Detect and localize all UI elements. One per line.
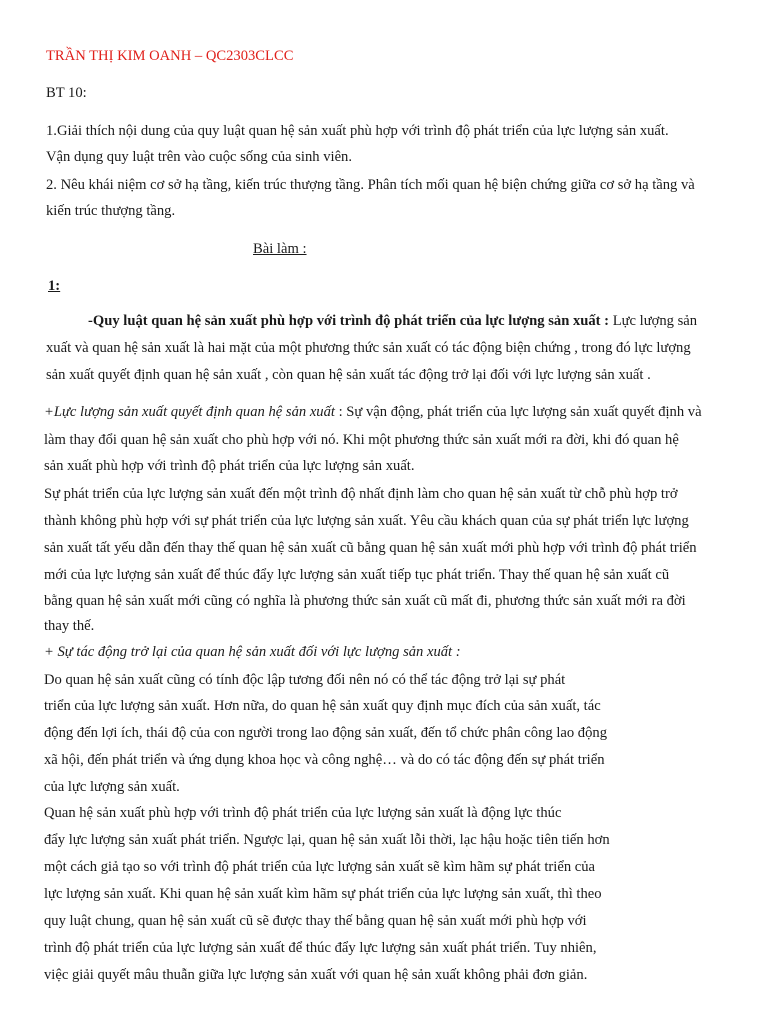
- question-line: 2. Nêu khái niệm cơ sở hạ tầng, kiến trúc thượng tầng. Phân tích mối quan hệ biện chứng giữa cơ sở hạ tầng và: [46, 177, 695, 193]
- conclusion-line: một cách giả tạo so với trình độ phát triển của lực lượng sản xuất sẽ kìm hãm sự phát triển của: [44, 859, 596, 875]
- law-text: Lực lượng sản: [609, 313, 698, 329]
- feedback-line: của lực lượng sản xuất.: [44, 779, 180, 795]
- conclusion-line: Quan hệ sản xuất phù hợp với trình độ phát triển của lực lượng sản xuất là động lực thúc: [44, 805, 562, 821]
- point1-line: [44, 402, 702, 422]
- question-line: kiến trúc thượng tầng.: [46, 203, 176, 219]
- feedback-line: động đến lợi ích, thái độ của con người trong lao động sản xuất, đến tổ chức phân công lao động: [44, 725, 607, 741]
- feedback-line: triển của lực lượng sản xuất. Hơn nữa, do quan hệ sản xuất quy định mục đích của sản xuất, tác: [44, 698, 601, 714]
- exercise-label: BT 10:: [46, 85, 87, 101]
- development-line: bằng quan hệ sản xuất mới cũng có nghĩa là phương thức sản xuất cũ mất đi, phương thức sản xuất mới ra đời: [44, 593, 686, 609]
- point1-title: +Lực lượng sản xuất quyết định quan hệ sản xuất: [44, 404, 335, 420]
- law-paragraph-line: [88, 311, 697, 331]
- development-line: thành không phù hợp với sự phát triển của lực lượng sản xuất. Yêu cầu khách quan của sự phát triển lực lượng: [44, 513, 689, 529]
- question-line: Vận dụng quy luật trên vào cuộc sống của sinh viên.: [46, 149, 352, 165]
- development-line: Sự phát triển của lực lượng sản xuất đến một trình độ nhất định làm cho quan hệ sản xuất từ chỗ phù hợp trở: [44, 486, 678, 502]
- point2-title: + Sự tác động trở lại của quan hệ sản xuất đối với lực lượng sản xuất :: [44, 644, 461, 660]
- law-title: -Quy luật quan hệ sản xuất phù hợp với trình độ phát triển của lực lượng sản xuất :: [88, 313, 610, 329]
- law-paragraph-line: xuất và quan hệ sản xuất là hai mặt của một phương thức sản xuất có tác động biện chứng , trong đó lực lượng: [46, 340, 691, 356]
- feedback-line: Do quan hệ sản xuất cũng có tính độc lập tương đối nên nó có thể tác động trở lại sự phát: [44, 672, 566, 688]
- law-paragraph-line: sản xuất quyết định quan hệ sản xuất , còn quan hệ sản xuất tác động trở lại đối với lực lượng sản xuất .: [46, 367, 651, 383]
- conclusion-line: lực lượng sản xuất. Khi quan hệ sản xuất kìm hãm sự phát triển của lực lượng sản xuất, thì theo: [44, 886, 602, 902]
- feedback-line: xã hội, đến phát triển và ứng dụng khoa học và công nghệ… và do có tác động đến sự phát triển: [44, 752, 605, 768]
- conclusion-line: việc giải quyết mâu thuẫn giữa lực lượng sản xuất với quan hệ sản xuất không phải đơn giản.: [44, 967, 588, 983]
- conclusion-line: quy luật chung, quan hệ sản xuất cũ sẽ được thay thế bằng quan hệ sản xuất mới phù hợp với: [44, 913, 587, 929]
- point1-text: : Sự vận động, phát triển của lực lượng sản xuất quyết định và: [334, 404, 702, 420]
- development-line: thay thế.: [44, 618, 95, 634]
- development-line: sản xuất tất yếu dẫn đến thay thế quan hệ sản xuất cũ bằng quan hệ sản xuất mới phù hợp với trình độ phát triển: [44, 540, 697, 556]
- section-number: 1:: [48, 278, 61, 294]
- point1-line: sản xuất phù hợp với trình độ phát triển của lực lượng sản xuất.: [44, 458, 415, 474]
- author-heading: TRẦN THỊ KIM OANH – QC2303CLCC: [46, 48, 294, 64]
- conclusion-line: trình độ phát triển của lực lượng sản xuất để thúc đẩy lực lượng sản xuất phát triển. Tuy nhiên,: [44, 940, 597, 956]
- question-line: 1.Giải thích nội dung của quy luật quan hệ sản xuất phù hợp với trình độ phát triển của lực lượng sản xuất.: [46, 123, 669, 139]
- point1-line: làm thay đổi quan hệ sản xuất cho phù hợp với nó. Khi một phương thức sản xuất mới ra đời, khi đó quan hệ: [44, 432, 679, 448]
- development-line: mới của lực lượng sản xuất để thúc đẩy lực lượng sản xuất tiếp tục phát triển. Thay thế quan hệ sản xuất cũ: [44, 567, 670, 583]
- answer-heading: Bài làm :: [253, 241, 307, 257]
- conclusion-line: đẩy lực lượng sản xuất phát triển. Ngược lại, quan hệ sản xuất lỗi thời, lạc hậu hoặc tiên tiến hơn: [44, 832, 610, 848]
